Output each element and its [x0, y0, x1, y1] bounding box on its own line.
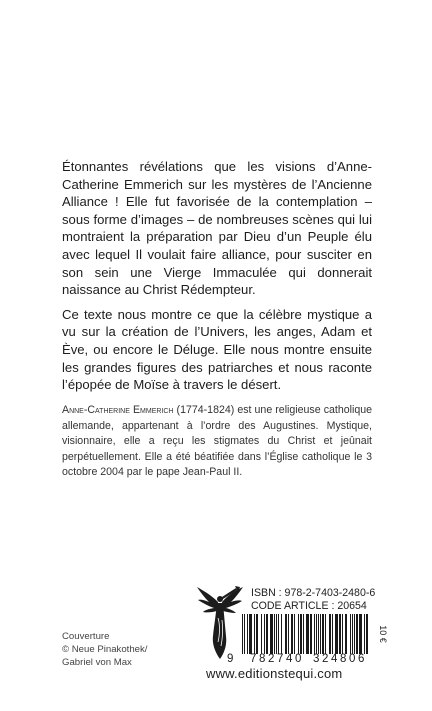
- article-code-text: CODE ARTICLE : 20654: [251, 600, 367, 612]
- barcode-bar: [294, 614, 295, 654]
- barcode-bar: [288, 614, 289, 654]
- barcode-digit-first: 9: [227, 653, 234, 665]
- barcode-bar: [345, 614, 347, 654]
- blurb-text: [62, 158, 372, 401]
- price-tag: [376, 614, 390, 654]
- cover-credit: [62, 630, 147, 670]
- barcode-bar: [332, 614, 333, 654]
- barcode-bar: [320, 614, 321, 654]
- barcode-bar: [298, 614, 299, 654]
- barcode-bar: [339, 614, 341, 654]
- barcode-bar: [278, 614, 279, 654]
- barcode: [240, 614, 372, 654]
- barcode-bar: [244, 614, 245, 654]
- barcode-bar: [316, 614, 317, 654]
- barcode-bar: [256, 614, 258, 654]
- barcode-bar: [276, 614, 277, 654]
- barcode-bar: [356, 614, 358, 654]
- cover-credit-line-2: © Neue Pinakothek/: [62, 644, 148, 656]
- barcode-digits-left: 782740: [250, 653, 304, 665]
- barcode-bar: [314, 614, 315, 654]
- barcode-bar: [342, 614, 343, 654]
- barcode-bar: [247, 614, 248, 654]
- barcode-bar: [335, 614, 338, 654]
- barcode-digits: [227, 653, 377, 667]
- barcode-bar: [310, 614, 312, 654]
- barcode-bar: [261, 614, 262, 654]
- barcode-bar: [249, 614, 252, 654]
- barcode-bar: [306, 614, 309, 654]
- barcode-bar: [274, 614, 275, 654]
- barcode-bar: [354, 614, 355, 654]
- barcode-bar: [303, 614, 304, 654]
- barcode-bar: [350, 614, 351, 654]
- barcode-bar: [300, 614, 302, 654]
- barcode-bar: [352, 614, 353, 654]
- barcode-bar: [281, 614, 282, 654]
- barcode-bar: [264, 614, 265, 654]
- barcode-bar: [325, 614, 326, 654]
- author-bio-text: (1774-1824) est une religieuse catholique allemande, appartenant à l’ordre des Augustines. Mystique, visionnaire, elle a reçu les stigmates du Christ et jeûnait perpétuellement. Elle a été béatifiée dans l’Église catholique le 3 octobre 2004 par le pape Jean-Paul II.: [62, 404, 372, 478]
- barcode-bar: [364, 614, 365, 654]
- barcode-bar: [254, 614, 255, 654]
- isbn-text: ISBN : 978-2-7403-2480-6: [251, 587, 376, 599]
- author-bio: [62, 403, 372, 481]
- isbn-block: [251, 587, 375, 613]
- barcode-bar: [318, 614, 319, 654]
- barcode-bar: [359, 614, 362, 654]
- barcode-digits-right: 324806: [313, 653, 367, 665]
- barcode-bar: [366, 614, 368, 654]
- barcode-bar: [329, 614, 331, 654]
- cover-credit-line-1: Couverture: [62, 631, 110, 642]
- angel-trumpet-logo-icon: [196, 584, 244, 660]
- barcode-bar: [322, 614, 324, 654]
- barcode-bar: [242, 614, 243, 654]
- blurb-paragraph-2: Ce texte nous montre ce que la célèbre mystique a vu sur la création de l’Univers, les anges, Adam et Ève, ou encore le Déluge. Elle nous montre ensuite les grandes figures des patriarches et nous raconte l’épopée de Moïse à travers le désert.: [62, 306, 372, 393]
- blurb-paragraph-1: Étonnantes révélations que les visions d’Anne-Catherine Emmerich sur les mystères de l’Ancienne Alliance ! Elle fut favorisée de la contemplation – sous forme d’images – de nombreuses scènes qui lui montraient la préparation par Dieu d’un Peuple élu avec lequel Il voulait faire alliance, pour susciter en son sein une Vierge Immaculée qui donnerait naissance au Christ Rédempteur.: [62, 159, 372, 298]
- cover-credit-line-3: Gabriel von Max: [62, 657, 132, 669]
- barcode-bar: [270, 614, 273, 654]
- author-name: Anne-Catherine Emmerich: [62, 404, 174, 416]
- price-text: 10 €: [378, 625, 388, 643]
- barcode-bar: [266, 614, 268, 654]
- barcode-bar: [285, 614, 287, 654]
- author-bio-paragraph: [62, 403, 372, 481]
- publisher-website: www.editionstequi.com: [206, 666, 343, 681]
- barcode-bar: [291, 614, 293, 654]
